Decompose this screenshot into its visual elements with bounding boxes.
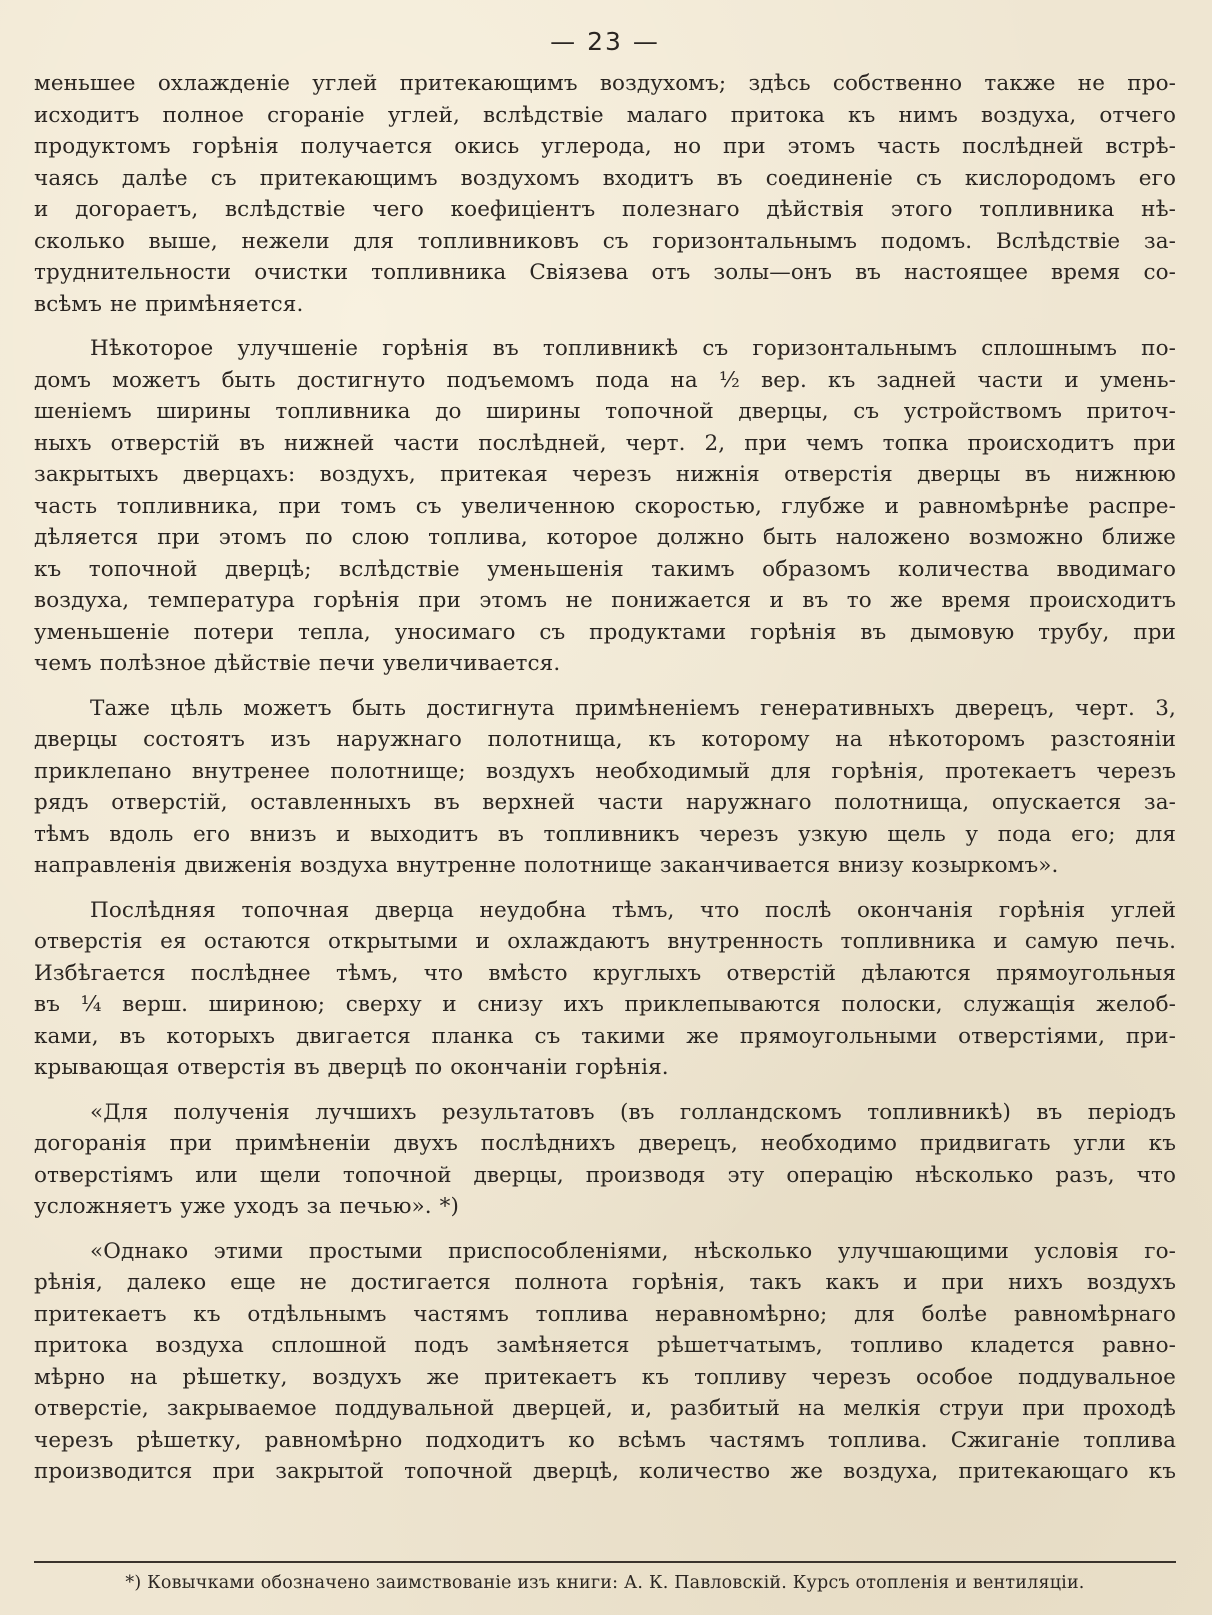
text-line: «Однако этими простыми приспособленіями, нѣсколько улучшающими условія го- — [90, 1238, 1176, 1264]
text-line: притока воздуха сплошной подъ замѣняется рѣшетчатымъ, топливо кладется равно- — [34, 1333, 1176, 1358]
text-line: дѣляется при этомъ по слою топлива, которое должно быть наложено возможно ближе — [34, 525, 1176, 550]
text-line: Нѣкоторое улучшеніе горѣнія въ топливникѣ съ горизонтальнымъ сплошнымъ по- — [90, 336, 1176, 361]
paragraph — [34, 333, 1176, 680]
text-line: чаясь далѣе съ притекающимъ воздухомъ входитъ въ соединеніе съ кислородомъ его — [34, 165, 1176, 191]
text-line: труднительности очистки топливника Свіязева отъ золы—онъ въ настоящее время со- — [34, 260, 1176, 285]
text-line: крывающая отверстія въ дверцѣ по окончаніи горѣнія. — [34, 1055, 669, 1080]
text-line: ками, въ которыхъ двигается планка съ такими же прямоугольными отверстіями, при- — [34, 1023, 1176, 1049]
text-line: часть топливника, при томъ съ увеличенною скоростью, глубже и равномѣрнѣе распре- — [34, 493, 1176, 519]
text-line: меньшее охлажденіе углей притекающимъ воздухомъ; здѣсь собственно также не про- — [34, 71, 1176, 96]
text-line: и догораетъ, вслѣдствіе чего коефиціентъ полезнаго дѣйствія этого топливника нѣ- — [34, 197, 1176, 222]
text-line: мѣрно на рѣшетку, воздухъ же притекаетъ къ топливу черезъ особое поддувальное — [34, 1364, 1176, 1390]
text-line: отверстія ея остаются открытыми и охлаждаютъ внутренность топливника и самую печь. — [34, 929, 1176, 954]
text-line: въ ¼ верш. шириною; сверху и снизу ихъ приклепываются полоски, служащія желоб- — [34, 992, 1176, 1017]
text-line: закрытыхъ дверцахъ: воздухъ, притекая черезъ нижнія отверстія дверцы въ нижнюю — [34, 462, 1176, 487]
footnote: *) Ковычками обозначено заимствованіе изъ книги: А. К. Павловскій. Курсъ отопленія и вентиляціи. — [125, 1573, 1085, 1593]
text-line: домъ можетъ быть достигнуто подъемомъ пода на ½ вер. къ задней части и умень- — [34, 367, 1176, 393]
text-line: дверцы состоятъ изъ наружнаго полотнища, къ которому на нѣкоторомъ разстояніи — [34, 727, 1176, 752]
text-line: уменьшеніе потери тепла, уносимаго съ продуктами горѣнія въ дымовую трубу, при — [34, 619, 1176, 645]
text-line: отверстіе, закрываемое поддувальной дверцей, и, разбитый на мелкія струи при проходѣ — [34, 1396, 1176, 1421]
paragraph — [34, 1097, 1176, 1223]
text-line: отверстіямъ или щели топочной дверцы, производя эту операцію нѣсколько разъ, что — [34, 1162, 1176, 1188]
text-line: сколько выше, нежели для топливниковъ съ горизонтальнымъ подомъ. Вслѣдствіе за- — [34, 228, 1176, 254]
text-line: тѣмъ вдоль его внизъ и выходитъ въ топливникъ черезъ узкую щель у пода его; для — [34, 821, 1176, 847]
text-line: воздуха, температура горѣнія при этомъ не понижается и въ то же время происходитъ — [34, 588, 1176, 613]
text-line: рѣнія, далеко еще не достигается полнота горѣнія, такъ какъ и при нихъ воздухъ — [34, 1270, 1176, 1295]
paragraph — [34, 895, 1176, 1084]
page-number: — 23 — — [550, 27, 660, 56]
text-line: «Для полученія лучшихъ результатовъ (въ голландскомъ топливникѣ) въ періодъ — [90, 1099, 1176, 1125]
text-line: притекаетъ къ отдѣльнымъ частямъ топлива неравномѣрно; для болѣе равномѣрнаго — [34, 1301, 1176, 1327]
paragraph — [34, 693, 1176, 882]
text-line: продуктомъ горѣнія получается окись углерода, но при этомъ часть послѣдней встрѣ- — [34, 134, 1176, 159]
paragraph — [34, 1236, 1176, 1488]
text-line: усложняетъ уже уходъ за печью». *) — [34, 1194, 459, 1219]
text-line: исходитъ полное сгораніе углей, вслѣдствіе малаго притока къ нимъ воздуха, отчего — [34, 102, 1176, 128]
text-line: Избѣгается послѣднее тѣмъ, что вмѣсто круглыхъ отверстій дѣлаются прямоугольныя — [34, 960, 1176, 986]
footnote-divider — [34, 1561, 1176, 1563]
paragraph — [34, 68, 1176, 320]
text-line: черезъ рѣшетку, равномѣрно подходитъ ко всѣмъ частямъ топлива. Сжиганіе топлива — [34, 1427, 1176, 1453]
text-line: Таже цѣль можетъ быть достигнута примѣненіемъ генеративныхъ дверецъ, черт. 3, — [90, 695, 1176, 721]
text-line: приклепано внутренее полотнище; воздухъ необходимый для горѣнія, протекаетъ черезъ — [34, 758, 1176, 784]
text-line: шеніемъ ширины топливника до ширины топочной дверцы, съ устройствомъ приточ- — [34, 399, 1176, 424]
text-line: направленія движенія воздуха внутренне полотнище заканчивается внизу козыркомъ». — [34, 853, 1059, 878]
text-line: догоранія при примѣненіи двухъ послѣднихъ дверецъ, необходимо придвигать угли къ — [34, 1131, 1176, 1156]
text-line: всѣмъ не примѣняется. — [34, 291, 304, 317]
text-line: ныхъ отверстій въ нижней части послѣдней, черт. 2, при чемъ топка происходитъ при — [34, 430, 1176, 456]
document-page — [34, 22, 1176, 1593]
text-line: Послѣдняя топочная дверца неудобна тѣмъ, что послѣ окончанія горѣнія углей — [90, 897, 1176, 923]
text-line: производится при закрытой топочной дверцѣ, количество же воздуха, притекающаго къ — [34, 1459, 1176, 1484]
text-line: чемъ полѣзное дѣйствіе печи увеличивается. — [34, 651, 561, 676]
text-line: рядъ отверстій, оставленныхъ въ верхней части наружнаго полотнища, опускается за- — [34, 790, 1176, 815]
text-line: къ топочной дверцѣ; вслѣдствіе уменьшенія такимъ образомъ количества вводимаго — [34, 556, 1176, 582]
